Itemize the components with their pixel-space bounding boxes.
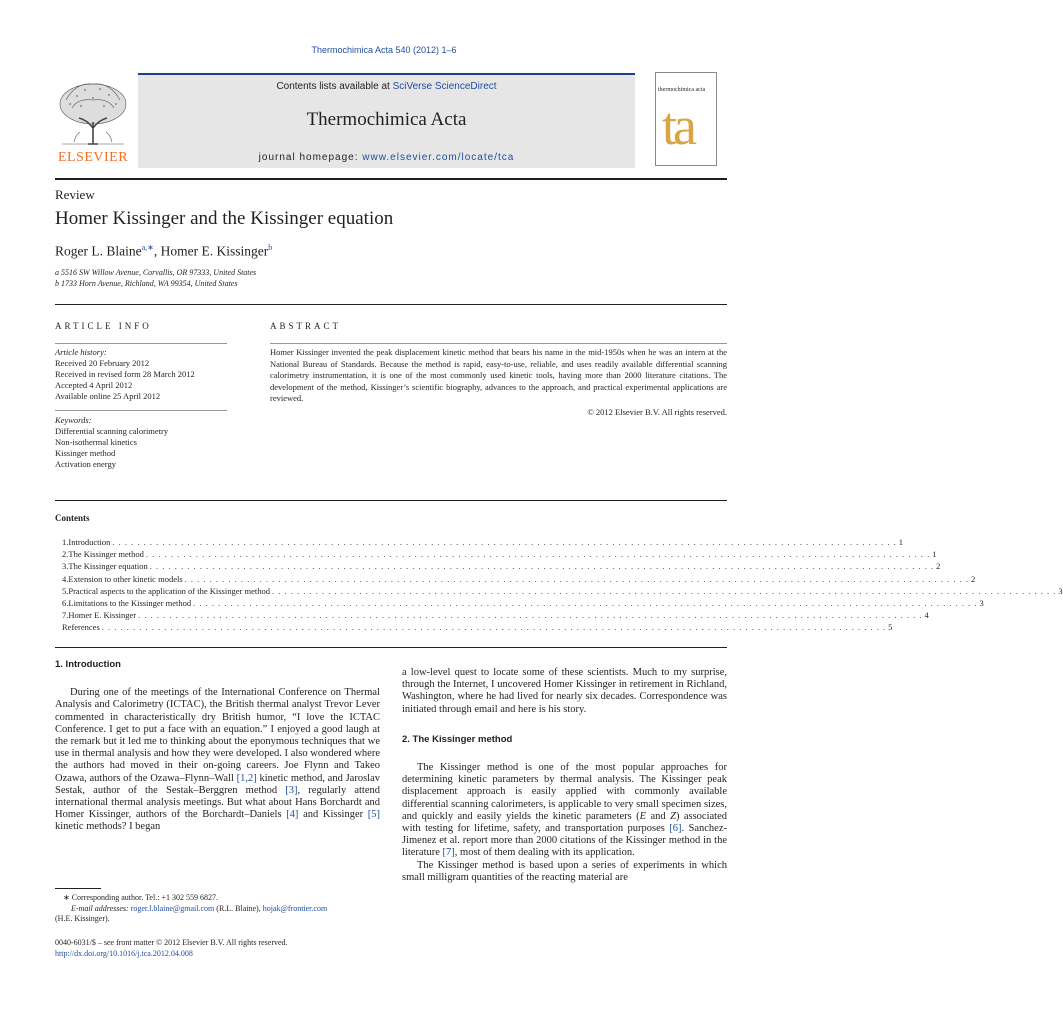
- sciencedirect-link[interactable]: SciVerse ScienceDirect: [392, 81, 497, 92]
- author-kissinger-affiliation-mark[interactable]: b: [268, 243, 273, 252]
- email-owner: (H.E. Kissinger).: [55, 914, 110, 923]
- table-of-contents: [62, 537, 1063, 635]
- toc-page: 4: [924, 610, 929, 621]
- toc-leader: . . . . . . . . . . . . . . . . . . . . . . . . . . . . . . . . . . . . . . . . . . . . . . . . . . . . . . . . . . . . . . . . . . . . . . . . . . . . . . . . . . . . . . . . . . . . . . . . . . . . . . . . . . . . . . . . . . . . . . . . . . . . . .: [149, 561, 935, 572]
- toc-number: 4.: [62, 573, 69, 584]
- tree-icon: [52, 78, 134, 148]
- toc-item[interactable]: [62, 597, 984, 610]
- toc-number: 5.: [62, 585, 69, 596]
- body-column-left: [55, 659, 380, 834]
- keyword-item: Kissinger method: [55, 448, 116, 458]
- journal-reference[interactable]: Thermochimica Acta 540 (2012) 1–6: [311, 45, 457, 55]
- doi-link[interactable]: http://dx.doi.org/10.1016/j.tca.2012.04.008: [55, 949, 193, 958]
- online-date: Available online 25 April 2012: [55, 391, 161, 401]
- citation-link[interactable]: [4]: [286, 809, 299, 821]
- journal-cover-thumbnail: [655, 72, 717, 166]
- article-title: Homer Kissinger and the Kissinger equation: [55, 208, 394, 229]
- toc-number: 1.: [62, 537, 69, 547]
- journal-title: Thermochimica Acta: [306, 109, 467, 130]
- affiliation-a: a 5516 SW Willow Avenue, Corvallis, OR 97333, United States: [55, 268, 257, 277]
- abstract-copyright: © 2012 Elsevier B.V. All rights reserved.: [587, 406, 727, 417]
- section-2-paragraph: The Kissinger method is one of the most popular approaches for determining kinetic parameters by thermal analysis. The Kissinger peak displacement approach is easily applied with commonly available differential scanning calorimeters, is applicable to very small specimen sizes, and quickly and easily yields the kinetic parameters (E and Z) associated with testing for lifetime, safety, and transportation purposes [6]. Sanchez-Jimenez et al. report more than 2000 citations of the Kissinger method in the literature [7], most of them dealing with its application.: [402, 762, 727, 859]
- toc-leader: . . . . . . . . . . . . . . . . . . . . . . . . . . . . . . . . . . . . . . . . . . . . . . . . . . . . . . . . . . . . . . . . . . . . . . . . . . . . . . . . . . . . . . . . . . . . . . . . . . . . . . . . . . . . . . . . . . . . . . . . . . . . . .: [271, 585, 1057, 596]
- toc-item[interactable]: [62, 585, 1063, 598]
- email-link[interactable]: roger.l.blaine@gmail.com: [130, 903, 215, 913]
- abstract-heading: ABSTRACT: [270, 321, 342, 331]
- toc-item[interactable]: [62, 610, 929, 622]
- article-info-heading: ARTICLE INFO: [55, 321, 152, 331]
- toc-number: 6.: [62, 597, 69, 608]
- toc-page: 3: [979, 597, 984, 608]
- citation-link[interactable]: [7]: [442, 847, 455, 859]
- history-label: Article history:: [55, 347, 107, 357]
- section-1-continuation: a low-level quest to locate some of these scientists. Much to my surprise, through the Internet, I uncovered Homer Kissinger in retirement in Richland, Washington, where he had lived for nearly six decades. Correspondence was initiated through email and here is his story.: [402, 667, 727, 715]
- author-list: Roger L. Blaine$^{a,∗}$, Homer E. Kissinger$^b$: [55, 243, 273, 259]
- toc-page: 5: [888, 622, 893, 633]
- section-1-heading: 1. Introduction: [55, 659, 121, 670]
- affiliation-b: b 1733 Horn Avenue, Richland, WA 99354, United States: [55, 279, 238, 288]
- abstract: [270, 347, 727, 418]
- toc-number: 7.: [62, 610, 69, 621]
- toc-leader: . . . . . . . . . . . . . . . . . . . . . . . . . . . . . . . . . . . . . . . . . . . . . . . . . . . . . . . . . . . . . . . . . . . . . . . . . . . . . . . . . . . . . . . . . . . . . . . . . . . . . . . . . . . . . . . . . . . . . . . . . . . . . .: [145, 549, 931, 560]
- contents-available-line: Contents lists available at SciVerse ScienceDirect: [276, 81, 497, 92]
- toc-title[interactable]: The Kissinger method: [68, 549, 144, 560]
- toc-title[interactable]: Practical aspects to the application of the Kissinger method: [68, 585, 270, 596]
- toc-page: 2: [971, 573, 976, 584]
- author-blaine[interactable]: Roger L. Blaine: [55, 243, 142, 259]
- toc-page: 1: [898, 537, 904, 547]
- keyword-item: Activation energy: [55, 459, 116, 469]
- citation-link[interactable]: [5]: [367, 809, 380, 821]
- toc-page: 1: [932, 549, 937, 560]
- toc-page: 3: [1058, 585, 1063, 596]
- contents-heading: Contents: [55, 513, 90, 523]
- title-divider: [55, 304, 727, 305]
- citation-link[interactable]: [3]: [285, 784, 298, 796]
- keywords-divider: [55, 410, 227, 411]
- corresponding-author-note: ∗ Corresponding author. Tel.: +1 302 559 6827.: [63, 893, 218, 902]
- accepted-date: Accepted 4 April 2012: [55, 380, 133, 390]
- header-divider: [55, 178, 727, 180]
- journal-homepage-line: journal homepage: www.elsevier.com/locate/tca: [258, 152, 515, 163]
- keyword-item: Non-isothermal kinetics: [55, 437, 137, 447]
- article-type: Review: [55, 187, 95, 202]
- toc-leader: . . . . . . . . . . . . . . . . . . . . . . . . . . . . . . . . . . . . . . . . . . . . . . . . . . . . . . . . . . . . . . . . . . . . . . . . . . . . . . . . . . . . . . . . . . . . . . . . . . . . . . . . . . . . . . . . . . . . . . . . . . . . . .: [193, 597, 978, 608]
- author-kissinger[interactable]: Homer E. Kissinger: [160, 243, 269, 259]
- toc-title[interactable]: Extension to other kinetic models: [68, 573, 183, 584]
- journal-banner: [138, 73, 635, 168]
- journal-homepage-link[interactable]: www.elsevier.com/locate/tca: [362, 152, 515, 163]
- footnotes: [55, 893, 385, 925]
- toc-title[interactable]: The Kissinger equation: [68, 561, 148, 572]
- footnote-rule: [55, 888, 101, 889]
- toc-leader: . . . . . . . . . . . . . . . . . . . . . . . . . . . . . . . . . . . . . . . . . . . . . . . . . . . . . . . . . . . . . . . . . . . . . . . . . . . . . . . . . . . . . . . . . . . . . . . . . . . . . . . . . . . . . . . . . . . . . . . . . . . . . .: [184, 573, 970, 584]
- elsevier-logo: [52, 78, 134, 166]
- keyword-item: Differential scanning calorimetry: [55, 426, 169, 436]
- toc-leader: . . . . . . . . . . . . . . . . . . . . . . . . . . . . . . . . . . . . . . . . . . . . . . . . . . . . . . . . . . . . . . . . . . . . . . . . . . . . . . . . . . . . . . . . . . . . . . . . . . . . . . . . . . . . . . . . . . . . . . . . . . . . . .: [138, 610, 923, 621]
- received-date: Received 20 February 2012: [55, 358, 150, 368]
- toc-item[interactable]: [62, 622, 893, 634]
- toc-title[interactable]: References: [62, 622, 100, 633]
- citation-link[interactable]: [1,2]: [236, 772, 257, 784]
- article-history: [55, 347, 227, 402]
- toc-item[interactable]: [62, 573, 976, 586]
- email-addresses: E-mail addresses: roger.l.blaine@gmail.com (R.L. Blaine), hojak@frontier.com: [71, 903, 328, 913]
- toc-title[interactable]: Homer E. Kissinger: [68, 610, 137, 621]
- section-2-paragraph: The Kissinger method is based upon a series of experiments in which small milligram quantities of the reacting material are: [402, 859, 727, 883]
- article-info-divider: [55, 343, 227, 344]
- toc-title[interactable]: Introduction: [68, 537, 111, 547]
- toc-item[interactable]: [62, 537, 904, 549]
- contents-top-divider: [55, 500, 727, 501]
- toc-title[interactable]: Limitations to the Kissinger method: [68, 597, 192, 608]
- cover-title: thermochimica acta: [658, 87, 706, 93]
- toc-item[interactable]: [62, 561, 941, 573]
- revised-date: Received in revised form 28 March 2012: [55, 369, 195, 379]
- front-matter: [55, 937, 455, 959]
- keywords-block: [55, 415, 227, 470]
- body-column-right: [402, 667, 727, 884]
- elsevier-wordmark: ELSEVIER: [57, 150, 129, 165]
- keywords-label: Keywords:: [55, 415, 92, 425]
- toc-number: 3.: [62, 561, 69, 572]
- section-1-paragraph: During one of the meetings of the International Conference on Thermal Analysis and Calorimetry (ICTAC), the British thermal analyst Trevor Lever commented in characteristically dry British humor, “I love the ICTAC Conference. I get to put a face with an equation.” I enjoyed a good laugh at the remark but it led me to thinking about the eponymous techniques that we use in thermal analysis and how they were developed. I also wondered where the authors had moved in their on-going careers. Joe Flynn and Takeo Ozawa, authors of the Ozawa–Flynn–Wall [1,2] kinetic method, and Jaroslav Sestak, author of the Sestak–Berggren method [3], regularly attend international thermal analysis meetings. But what about Hans Borchardt and Homer Kissinger, authors of the Borchardt–Daniels [4] and Kissinger [5] kinetic methods? I began: [55, 687, 380, 833]
- author-blaine-affiliation-mark[interactable]: a,∗: [141, 243, 154, 252]
- toc-number: 2.: [62, 549, 69, 560]
- issn-line: 0040-6031/$ – see front matter © 2012 Elsevier B.V. All rights reserved.: [55, 938, 288, 947]
- abstract-text: Homer Kissinger invented the peak displacement kinetic method that bears his name in the mid-1950s when he was an intern at the National Bureau of Standards. Because the method is rapid, easy-to-use, reliable, and uses readily available differential scanning calorimetry instrumentation, it is one of the most commonly used kinetic tools, having more than 2000 literature citations. The development of the method, Kissinger’s scientific biography, advances to the approach, and practical experimental applications are reviewed.: [270, 347, 727, 403]
- toc-leader: . . . . . . . . . . . . . . . . . . . . . . . . . . . . . . . . . . . . . . . . . . . . . . . . . . . . . . . . . . . . . . . . . . . . . . . . . . . . . . . . . . . . . . . . . . . . . . . . . . . . . . . . . . . . . . . . . . . . . . . . . . . . . .: [101, 622, 887, 633]
- section-2-heading: 2. The Kissinger method: [402, 733, 513, 745]
- toc-leader: . . . . . . . . . . . . . . . . . . . . . . . . . . . . . . . . . . . . . . . . . . . . . . . . . . . . . . . . . . . . . . . . . . . . . . . . . . . . . . . . . . . . . . . . . . . . . . . . . . . . . . . . . . . . . . . . . . . . . . . . . . . . . .: [112, 537, 897, 547]
- email-link[interactable]: hojak@frontier.com: [262, 903, 328, 913]
- toc-item[interactable]: [62, 549, 937, 561]
- cover-logo: ta: [662, 96, 693, 156]
- citation-link[interactable]: [6]: [669, 823, 682, 835]
- abstract-divider: [270, 343, 727, 344]
- contents-bottom-divider: [55, 647, 727, 648]
- toc-page: 2: [936, 561, 941, 572]
